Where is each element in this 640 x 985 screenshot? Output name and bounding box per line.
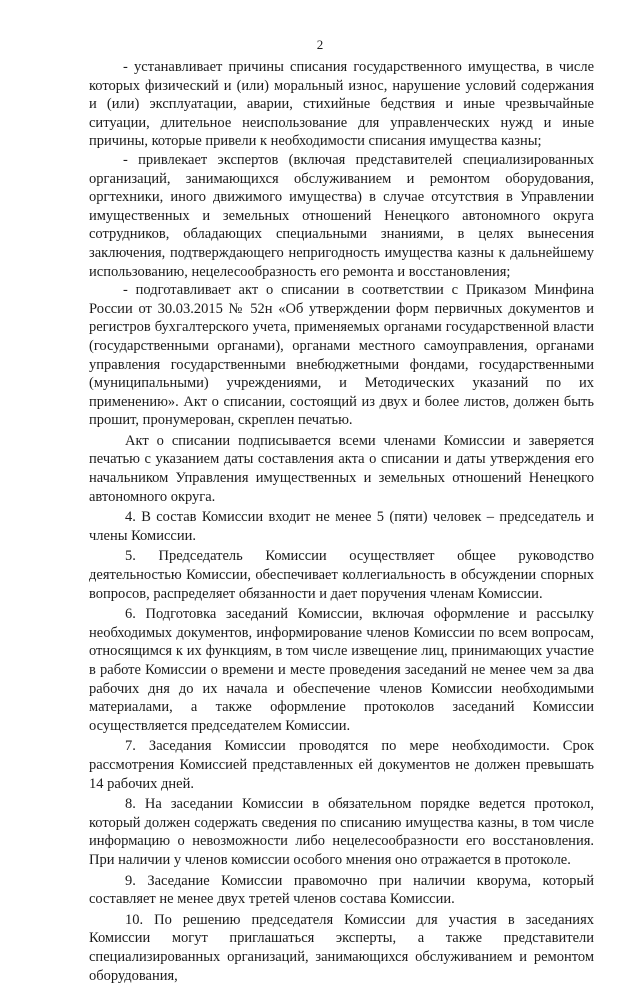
paragraph-item-8: 8. На заседании Комиссии в обязательном порядке ведется протокол, который должен содержать сведения по списанию имущества казны, в том числе информацию о невозможности либо нецелесообразности его восстановления. При наличии у членов комиссии особого мнения оно отражается в протоколе. [89,796,594,868]
paragraph-item-9: 9. Заседание Комиссии правомочно при наличии кворума, который составляет не менее двух третей членов состава Комиссии. [89,872,594,908]
page-number: 2 [316,37,324,52]
paragraph-bullet-act: - подготавливает акт о списании в соответствии с Приказом Минфина России от 30.03.2015 № 52н «Об утверждении форм первичных документов и регистров бухгалтерского учета, применяемых органами государственной власти (государственными органами), органами местного самоуправления, органами управления государственными внебюджетными фондами, государственными (муниципальными) учреждениями, и Методических указаний по их применению». Акт о списании, состоящий из двух и более листов, должен быть прошит, пронумерован, скреплен печатью. [89,282,594,429]
paragraph-item-4: 4. В состав Комиссии входит не менее 5 (пяти) человек – председатель и члены Комиссии. [89,509,594,544]
paragraph-item-7: 7. Заседания Комиссии проводятся по мере необходимости. Срок рассмотрения Комиссией представленных ей документов не должен превышать 14 рабочих дней. [89,738,594,792]
paragraph-bullet-experts: - привлекает экспертов (включая представителей специализированных организаций, занимающихся обслуживанием и ремонтом оборудования, оргтехники, иного движимого имущества) в случае отсутствия в Управлении имущественных и земельных отношений Ненецкого автономного округа сотрудников, обладающих специальными знаниями, в целях вынесения заключения, подтверждающего непригодность имущества казны к дальнейшему использованию, нецелесообразность его ремонта и восстановления; [89,151,594,280]
paragraph-act-signing: Акт о списании подписывается всеми членами Комиссии и заверяется печатью с указанием даты составления акта о списании и даты утверждения его начальником Управления имущественных и земельных отношений Ненецкого автономного округа. [89,432,594,505]
paragraph-item-10: 10. По решению председателя Комиссии для участия в заседаниях Комиссии могут приглашаться эксперты, а также представители специализированных организаций, занимающихся обслуживанием и ремонтом оборудования, [89,911,594,984]
paragraph-bullet-reasons: - устанавливает причины списания государственного имущества, в числе которых физический и (или) моральный износ, нарушение условий содержания и (или) эксплуатации, аварии, стихийные бедствия и иные чрезвычайные ситуации, длительное неиспользование для управленческих нужд и иные причины, которые привели к необходимости списания имущества казны; [89,59,594,150]
paragraph-item-6: 6. Подготовка заседаний Комиссии, включая оформление и рассылку необходимых документов, информирование членов Комиссии по всем вопросам, относящимся к их функциям, в том числе извещение лиц, принимающих участие в работе Комиссии о времени и месте проведения заседаний не менее чем за два рабочих дня до их начала и обеспечение членов Комиссии необходимыми материалами, а также оформление протоколов заседаний Комиссии осуществляется председателем Комиссии. [89,606,594,734]
paragraph-item-5: 5. Председатель Комиссии осуществляет общее руководство деятельностью Комиссии, обеспечивает коллегиальность в обсуждении спорных вопросов, распределяет обязанности и дает поручения членам Комиссии. [89,548,594,602]
document-body [89,58,594,985]
